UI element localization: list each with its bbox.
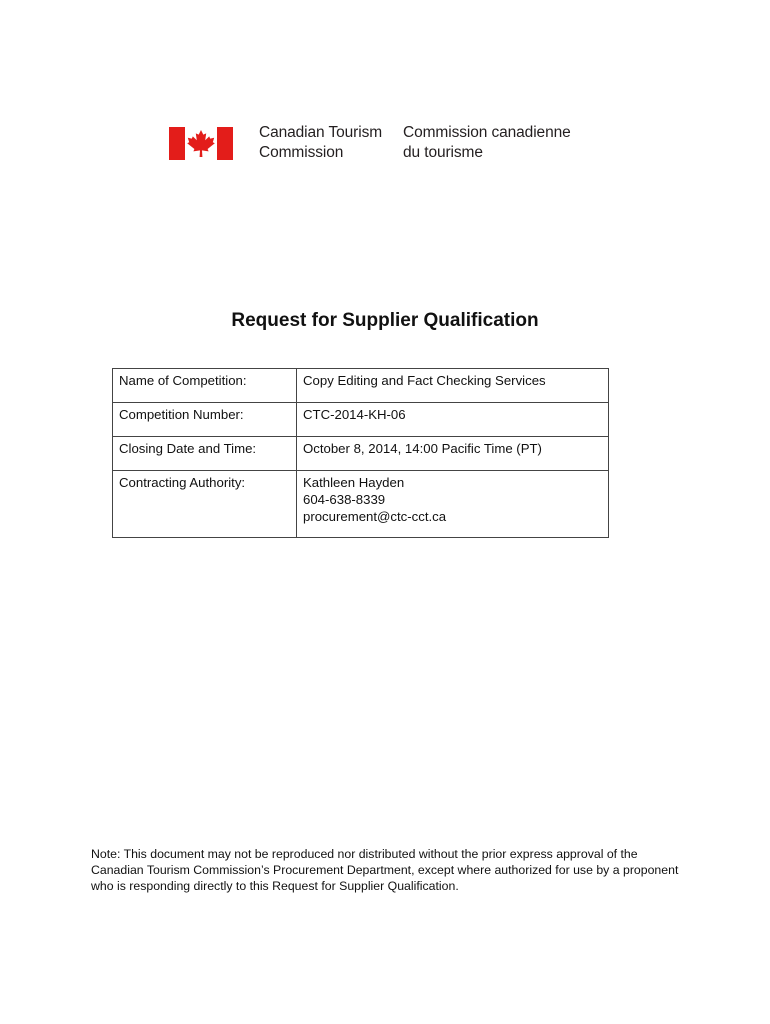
logo-english-line-1: Canadian Tourism: [259, 124, 383, 141]
logo-french-line-1: Commission canadienne: [403, 124, 571, 141]
logo-wordmark-french: [403, 123, 571, 163]
closing-date-value: October 8, 2014, 14:00 Pacific Time (PT): [297, 437, 609, 471]
contracting-authority-label: Contracting Authority:: [113, 471, 297, 538]
contact-email: procurement@ctc-cct.ca: [303, 509, 447, 524]
table-row: [113, 369, 609, 403]
competition-name-label: Name of Competition:: [113, 369, 297, 403]
contact-name: Kathleen Hayden: [303, 475, 405, 490]
logo-english-line-2: Commission: [259, 144, 344, 161]
document-title: Request for Supplier Qualification: [231, 310, 539, 331]
logo-french-line-2: du tourisme: [403, 144, 483, 161]
table-row: [113, 403, 609, 437]
logo-wordmark-english: [259, 123, 382, 163]
competition-info-table: [112, 368, 609, 538]
reproduction-note: Note: This document may not be reproduced nor distributed without the prior express approval of the Canadian Tourism Commission’s Procurement Department, except where authorized for use by a proponent who is responding directly to this Request for Supplier Qualification.: [91, 847, 679, 893]
table-row: [113, 437, 609, 471]
competition-number-value: CTC-2014-KH-06: [297, 403, 609, 437]
contracting-authority-value: [297, 471, 609, 538]
ctc-logo: [169, 121, 579, 169]
contact-phone: 604-638-8339: [303, 492, 386, 507]
canada-flag-icon: [169, 127, 233, 160]
closing-date-label: Closing Date and Time:: [113, 437, 297, 471]
competition-name-value: Copy Editing and Fact Checking Services: [297, 369, 609, 403]
table-row: [113, 471, 609, 538]
competition-number-label: Competition Number:: [113, 403, 297, 437]
